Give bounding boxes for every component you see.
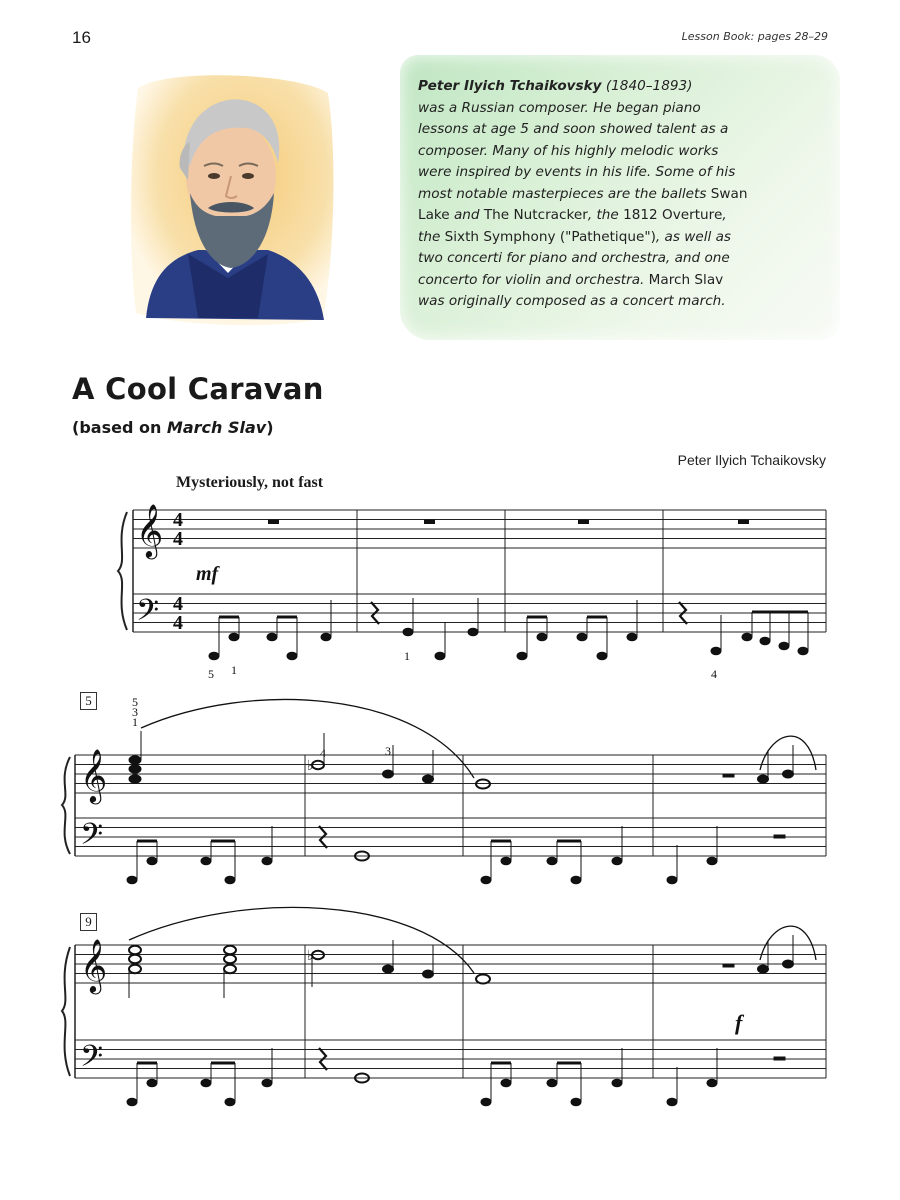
page-number: 16 [72,28,91,47]
composer-credit: Peter Ilyich Tchaikovsky [677,452,826,468]
svg-text:3: 3 [385,744,391,758]
time-sig-top-bass: 4 [173,593,183,615]
system2-bass-staff [75,818,826,856]
svg-text:4: 4 [320,746,326,760]
svg-text:𝄞: 𝄞 [80,940,108,991]
svg-text:5: 5 [208,667,214,681]
book-reference: Lesson Book: pages 28–29 [681,30,828,43]
measure-number-5: 5 [80,692,97,710]
composer-portrait [128,68,338,330]
system3-bass-staff [75,1040,826,1078]
svg-text:1: 1 [132,715,138,729]
svg-text:5: 5 [132,695,138,709]
svg-text:♭: ♭ [307,949,314,964]
biography-text: Peter Ilyich Tchaikovsky (1840–1893) was a Russian composer. He began piano lessons at age 5 and soon showed talent as a composer. Many of his highly melodic works were inspired by events in his life. Some of his most notable masterpieces are the ballets Swan Lake and The Nutcracker, the 1812 Overture, the Sixth Symphony ("Pathetique"), as well as two concerti for piano and orchestra, and one concerto for violin and orchestra. March Slav was originally composed as a concert march. [418,78,748,309]
time-sig-bottom-bass: 4 [173,612,183,634]
measure-number-9: 9 [80,913,97,931]
svg-text:𝄢: 𝄢 [80,818,104,858]
svg-text:𝄞: 𝄞 [136,505,164,556]
dynamic-f: f [735,1010,743,1035]
svg-text:𝄢: 𝄢 [80,1040,104,1080]
song-subtitle: (based on March Slav) [72,418,274,437]
tempo-marking: Mysteriously, not fast [176,474,324,491]
system2-treble-staff [75,755,826,793]
system1-treble-staff [133,510,826,548]
svg-text:1: 1 [231,663,237,677]
dynamic-mf: mf [196,563,219,585]
svg-text:1: 1 [404,649,410,663]
svg-text:4: 4 [711,667,717,681]
svg-text:3: 3 [132,705,138,719]
svg-text:𝄢: 𝄢 [136,594,160,634]
time-sig-top: 4 [173,509,183,531]
bio-composer-name: Peter Ilyich Tchaikovsky [418,78,602,94]
time-sig-bottom: 4 [173,528,183,550]
song-title: A Cool Caravan [72,372,324,406]
svg-text:𝄞: 𝄞 [80,750,108,801]
svg-text:♭: ♭ [307,759,314,774]
system1-bass-staff [133,594,826,632]
system3-treble-staff [75,945,826,983]
